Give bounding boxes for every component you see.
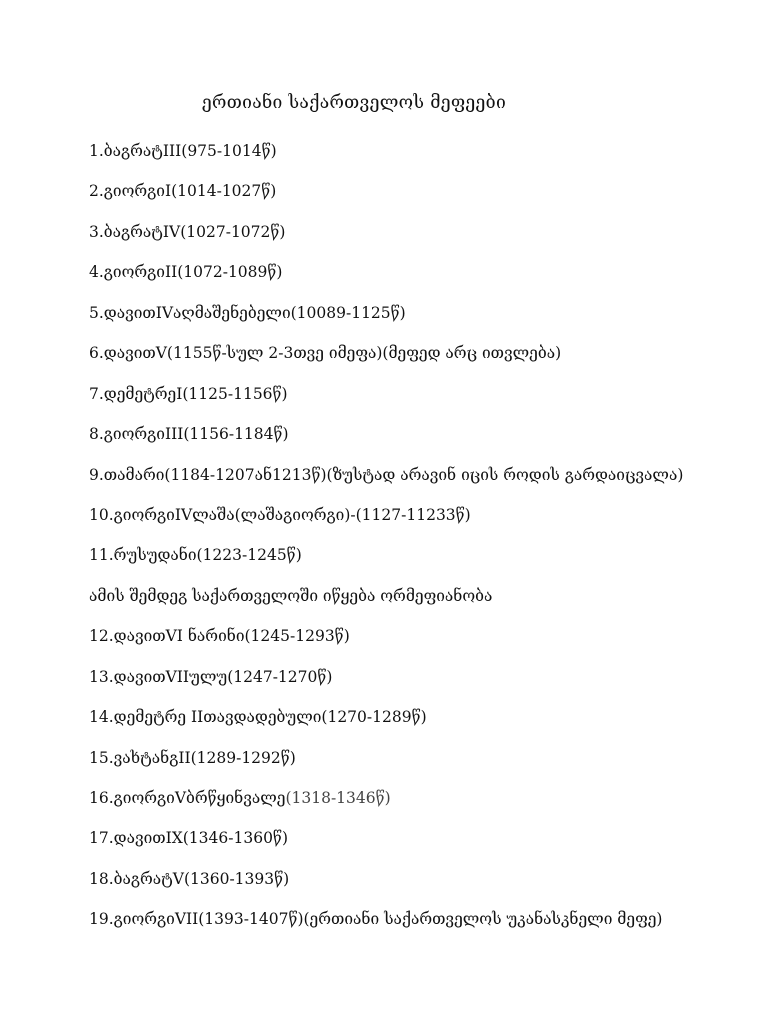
list-item [89,382,683,422]
list-item [89,705,683,745]
list-item-text: 13.დავითVIIულუ(1247-1270წ) [89,667,333,686]
list-item-years: (1318-1346წ) [285,789,391,807]
list-item-text: 6.დავითV(1155წ-სულ 2-3თვე იმეფა)(მეფედ არც ითვლება) [89,344,562,363]
list-item [89,826,683,866]
list-item [89,665,683,705]
list-item [89,341,683,381]
list-item-text: 14.დემეტრე IIთავდადებული(1270-1289წ) [89,708,427,727]
document-title: ერთიანი საქართველოს მეფეები [201,93,507,113]
list-item-text: 18.ბაგრატV(1360-1393წ) [89,869,290,888]
list-item-text: 7.დემეტრეI(1125-1156წ) [89,384,288,403]
list-item [89,867,683,907]
list-item-text: 4.გიორგიII(1072-1089წ) [89,263,283,282]
section-note-text: ამის შემდეგ საქართველოში იწყება ორმეფიანობა [89,586,493,605]
list-item-text: 9.თამარი(1184-1207ან1213წ)(ზუსტად არავინ იცის როდის გარდაიცვალა) [89,465,684,484]
list-item-text: 1.ბაგრატIII(975-1014წ) [89,142,277,160]
list-item [89,907,683,947]
list-item-text: 17.დავითIX(1346-1360წ) [89,829,288,848]
list-item-text: 12.დავითVI ნარინი(1245-1293წ) [89,627,350,646]
list-item [89,543,683,583]
list-item [89,139,683,179]
list-item [89,746,683,786]
section-note [89,584,683,624]
list-item [89,260,683,300]
list-item [89,220,683,260]
list-item [89,301,683,341]
list-item-text: 3.ბაგრატIV(1027-1072წ) [89,222,286,241]
list-item-text: 19.გიორგიVII(1393-1407წ)(ერთიანი საქართველოს უკანასკნელი მეფე) [89,910,663,929]
list-item [89,463,683,503]
list-item-text: 10.გიორგიIVლაშა(ლაშაგიორგი)-(1127-11233წ) [89,505,471,524]
kings-list [89,139,683,948]
list-item [89,786,683,826]
list-item-text: 15.ვახტანგII(1289-1292წ) [89,748,296,767]
list-item-text: 11.რუსუდანი(1223-1245წ) [89,546,302,565]
list-item [89,422,683,462]
list-item [89,624,683,664]
list-item-text: 5.დავითIVაღმაშენებელი(10089-1125წ) [89,303,406,322]
list-item [89,179,683,219]
list-item-text: 8.გიორგიIII(1156-1184წ) [89,425,289,444]
list-item-text: 16.გიორგიVბრწყინვალე [89,789,286,807]
list-item [89,503,683,543]
list-item-text: 2.გიორგიI(1014-1027წ) [89,182,277,201]
